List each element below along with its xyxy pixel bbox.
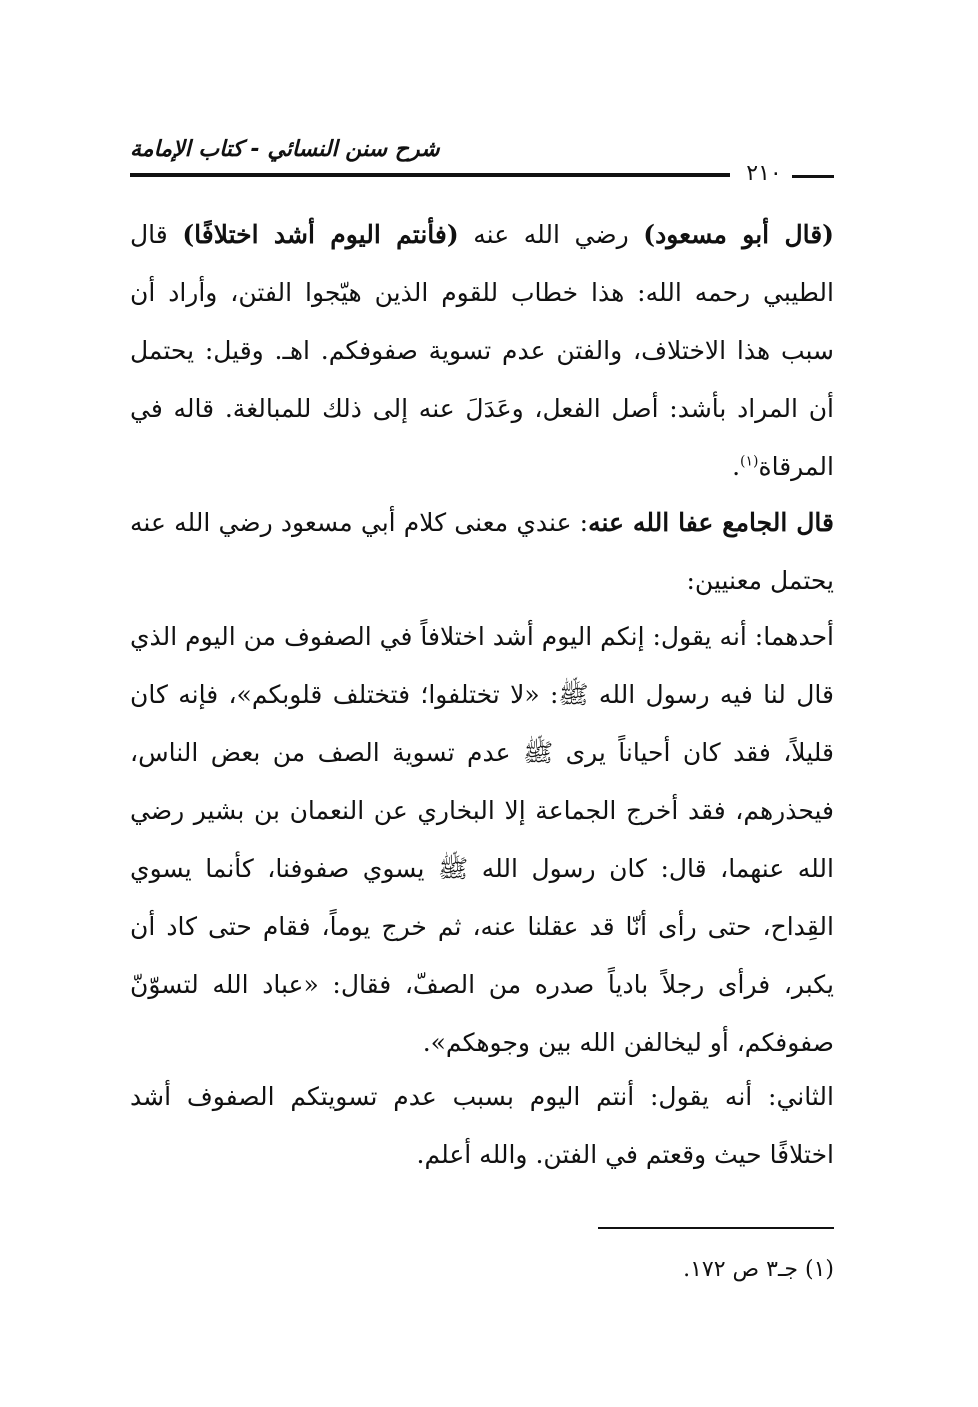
footnote-reference[interactable]: (١) [740,453,759,470]
paragraph-2 [130,494,834,610]
paragraph-3 [130,608,834,1072]
paragraph-1-text [130,206,834,496]
paragraph-4 [130,1068,834,1184]
paragraph-1 [130,206,834,496]
footnote: (١) جـ٣ ص ١٧٢. [683,1257,834,1282]
paragraph-1-bold-lead: (قال أبو مسعود) [643,220,834,249]
footnote-separator [598,1227,834,1229]
paragraph-2-bold-lead: قال الجامع عفا الله عنه [588,508,834,537]
header-rule [130,173,730,177]
paragraph-1-text-c: . [732,452,741,481]
page-number-rule [792,175,834,178]
paragraph-2-body: : عندي معنى كلام أبي مسعود رضي الله عنه يحتمل معنيين: [130,508,834,595]
paragraph-4-text: الثاني: أنه يقول: أنتم اليوم بسبب عدم تسويتكم الصفوف أشد اختلافًا حيث وقعتم في الفتن. والله أعلم. [130,1082,834,1169]
paragraph-1-text-a: رضي الله عنه [458,220,644,249]
page-number: ٢١٠ [746,161,782,186]
paragraph-3-text: أحدهما: أنه يقول: إنكم اليوم أشد اختلافاً في الصفوف من اليوم الذي قال لنا فيه رسول الله ﷺ: «لا تختلفوا؛ فتختلف قلوبكم»، فإنه كان قليلاً، فقد كان أحياناً يرى ﷺ عدم تسوية الصف من بعض الناس، فيحذرهم، فقد أخرج الجماعة إلا البخاري عن النعمان بن بشير رضي الله عنهما، قال: كان رسول الله ﷺ يسوي صفوفنا، كأنما يسوي القِداح، حتى رأى أنّا قد عقلنا عنه، ثم خرج يوماً، فقام حتى كاد أن يكبر، فرأى رجلاً بادياً صدره من الصفّ، فقال: «عباد الله لتسوّنّ صفوفكم، أو ليخالفن الله بين وجوهكم». [129,622,834,1057]
paragraph-1-text-b: قال الطيبي رحمه الله: هذا خطاب للقوم الذين هيّجوا الفتن، وأراد أن سبب هذا الاختلاف، والفتن عدم تسوية صفوفكم. اهـ. وقيل: يحتمل أن المراد بأشد: أصل الفعل، وعَدَلَ عنه إلى ذلك للمبالغة. قاله في المرقاة [130,220,834,481]
running-header-title: شرح سنن النسائي - كتاب الإمامة [130,137,440,162]
paragraph-2-text [130,494,834,610]
paragraph-1-bold-quote: (فأنتم اليوم أشد اختلافًا) [182,220,459,249]
